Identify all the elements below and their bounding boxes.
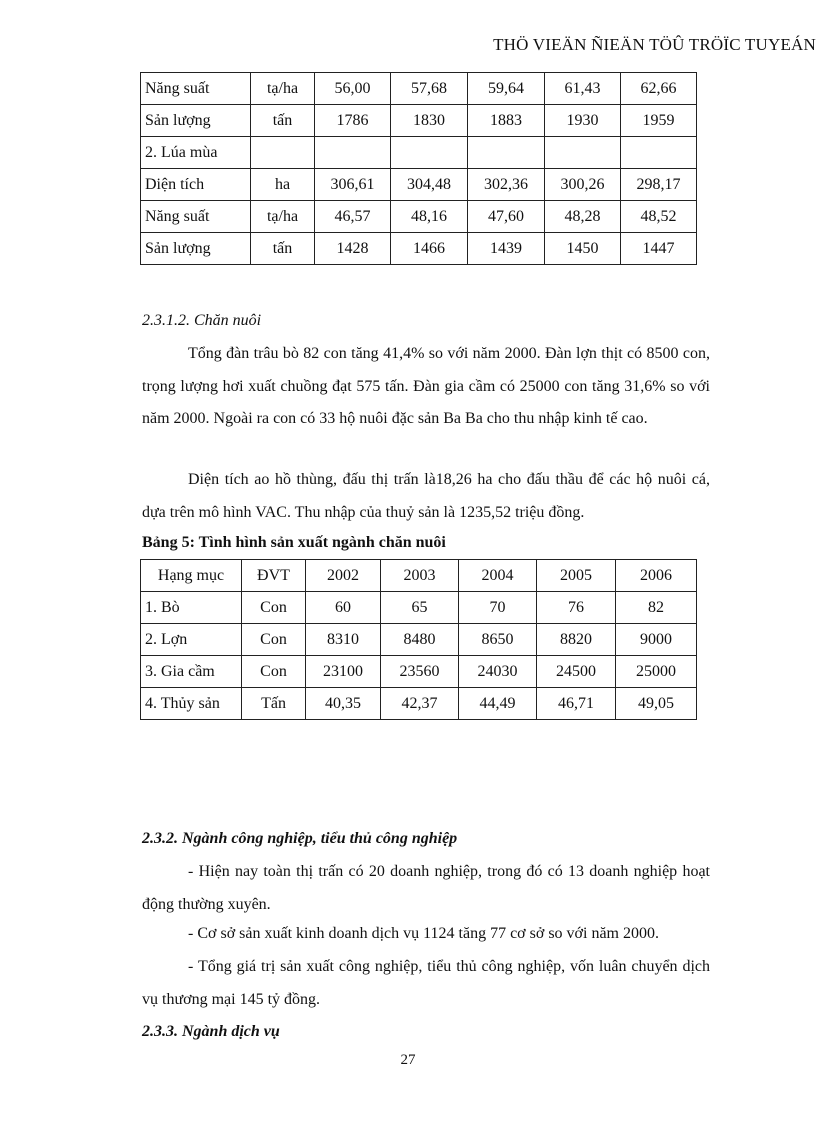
unit-cell <box>251 137 315 169</box>
section-heading-industry: 2.3.2. Ngành công nghiệp, tiểu thủ công nghiệp <box>142 830 458 847</box>
value-cell: 48,16 <box>391 201 468 233</box>
value-cell <box>621 137 697 169</box>
value-cell: 8820 <box>537 624 616 656</box>
table-row <box>141 688 697 720</box>
column-header: Hạng mục <box>141 560 242 592</box>
unit-cell: tấn <box>251 233 315 265</box>
unit-cell: Con <box>242 592 306 624</box>
column-header: 2004 <box>459 560 537 592</box>
page-header: THÖ VIEÄN ÑIEÄN TÖÛ TRÖÏC TUYEÁN <box>493 35 816 54</box>
value-cell <box>315 137 391 169</box>
table-row <box>141 233 697 265</box>
industry-paragraph-2: - Cơ sở sản xuất kinh doanh dịch vụ 1124 tăng 77 cơ sở so với năm 2000. <box>188 925 659 942</box>
value-cell: 62,66 <box>621 73 697 105</box>
value-cell: 82 <box>616 592 697 624</box>
value-cell <box>468 137 545 169</box>
value-cell: 1930 <box>545 105 621 137</box>
value-cell: 65 <box>381 592 459 624</box>
page-number: 27 <box>400 1052 416 1068</box>
value-cell: 300,26 <box>545 169 621 201</box>
table-row <box>141 169 697 201</box>
column-header: 2003 <box>381 560 459 592</box>
value-cell: 76 <box>537 592 616 624</box>
unit-cell: tấn <box>251 105 315 137</box>
value-cell: 9000 <box>616 624 697 656</box>
value-cell: 42,37 <box>381 688 459 720</box>
value-cell: 8310 <box>306 624 381 656</box>
row-label-cell: Diện tích <box>141 169 251 201</box>
unit-cell: Con <box>242 656 306 688</box>
row-label-cell: 3. Gia cầm <box>141 656 242 688</box>
row-label-cell: Sản lượng <box>141 233 251 265</box>
value-cell: 40,35 <box>306 688 381 720</box>
unit-cell: ha <box>251 169 315 201</box>
row-label-cell: 2. Lúa mùa <box>141 137 251 169</box>
unit-cell: Tấn <box>242 688 306 720</box>
row-label-cell: 1. Bò <box>141 592 242 624</box>
value-cell: 23560 <box>381 656 459 688</box>
value-cell: 1450 <box>545 233 621 265</box>
table-row <box>141 201 697 233</box>
value-cell: 302,36 <box>468 169 545 201</box>
column-header: 2005 <box>537 560 616 592</box>
table-header-row <box>141 560 697 592</box>
row-label-cell: 4. Thủy sản <box>141 688 242 720</box>
unit-cell: Con <box>242 624 306 656</box>
value-cell: 1883 <box>468 105 545 137</box>
rice-production-table <box>140 72 697 265</box>
table-row <box>141 73 697 105</box>
value-cell: 61,43 <box>545 73 621 105</box>
table-row <box>141 656 697 688</box>
value-cell: 8650 <box>459 624 537 656</box>
livestock-table <box>140 559 697 720</box>
value-cell: 48,52 <box>621 201 697 233</box>
column-header: 2002 <box>306 560 381 592</box>
value-cell: 1447 <box>621 233 697 265</box>
value-cell: 70 <box>459 592 537 624</box>
row-label-cell: 2. Lợn <box>141 624 242 656</box>
value-cell: 24030 <box>459 656 537 688</box>
row-label-cell: Năng suất <box>141 73 251 105</box>
value-cell: 304,48 <box>391 169 468 201</box>
section-heading-livestock: 2.3.1.2. Chăn nuôi <box>142 312 262 329</box>
unit-cell: tạ/ha <box>251 73 315 105</box>
value-cell <box>391 137 468 169</box>
value-cell: 46,71 <box>537 688 616 720</box>
value-cell: 47,60 <box>468 201 545 233</box>
value-cell: 1466 <box>391 233 468 265</box>
table-row <box>141 624 697 656</box>
value-cell: 24500 <box>537 656 616 688</box>
table-row <box>141 137 697 169</box>
value-cell: 1428 <box>315 233 391 265</box>
row-label-cell: Năng suất <box>141 201 251 233</box>
table-row <box>141 592 697 624</box>
value-cell: 1439 <box>468 233 545 265</box>
value-cell: 25000 <box>616 656 697 688</box>
value-cell: 1830 <box>391 105 468 137</box>
value-cell: 46,57 <box>315 201 391 233</box>
value-cell: 8480 <box>381 624 459 656</box>
value-cell: 48,28 <box>545 201 621 233</box>
value-cell: 49,05 <box>616 688 697 720</box>
livestock-paragraph-2: Diện tích ao hồ thùng, đấu thị trấn là18,26 ha cho đấu thầu để các hộ nuôi cá, dựa trên mô hình VAC. Thu nhập của thuỷ sản là 1235,52 triệu đồng. <box>142 471 710 521</box>
value-cell <box>545 137 621 169</box>
value-cell: 59,64 <box>468 73 545 105</box>
column-header: ĐVT <box>242 560 306 592</box>
section-heading-services: 2.3.3. Ngành dịch vụ <box>142 1023 280 1040</box>
industry-paragraph-3: - Tổng giá trị sản xuất công nghiệp, tiểu thủ công nghiệp, vốn luân chuyển dịch vụ thương mại 145 tỷ đồng. <box>142 958 710 1008</box>
livestock-paragraph-1: Tổng đàn trâu bò 82 con tăng 41,4% so với năm 2000. Đàn lợn thịt có 8500 con, trọng lượng hơi xuất chuồng đạt 575 tấn. Đàn gia cầm có 25000 con tăng 31,6% so với năm 2000. Ngoài ra con có 33 hộ nuôi đặc sản Ba Ba cho thu nhập kinh tế cao. <box>142 345 710 427</box>
row-label-cell: Sản lượng <box>141 105 251 137</box>
value-cell: 60 <box>306 592 381 624</box>
value-cell: 306,61 <box>315 169 391 201</box>
value-cell: 1959 <box>621 105 697 137</box>
value-cell: 298,17 <box>621 169 697 201</box>
value-cell: 57,68 <box>391 73 468 105</box>
industry-paragraph-1: - Hiện nay toàn thị trấn có 20 doanh nghiệp, trong đó có 13 doanh nghiệp hoạt động thường xuyên. <box>142 863 710 913</box>
value-cell: 56,00 <box>315 73 391 105</box>
value-cell: 44,49 <box>459 688 537 720</box>
value-cell: 1786 <box>315 105 391 137</box>
unit-cell: tạ/ha <box>251 201 315 233</box>
table-row <box>141 105 697 137</box>
table-caption: Bảng 5: Tình hình sản xuất ngành chăn nuôi <box>142 534 446 551</box>
column-header: 2006 <box>616 560 697 592</box>
value-cell: 23100 <box>306 656 381 688</box>
